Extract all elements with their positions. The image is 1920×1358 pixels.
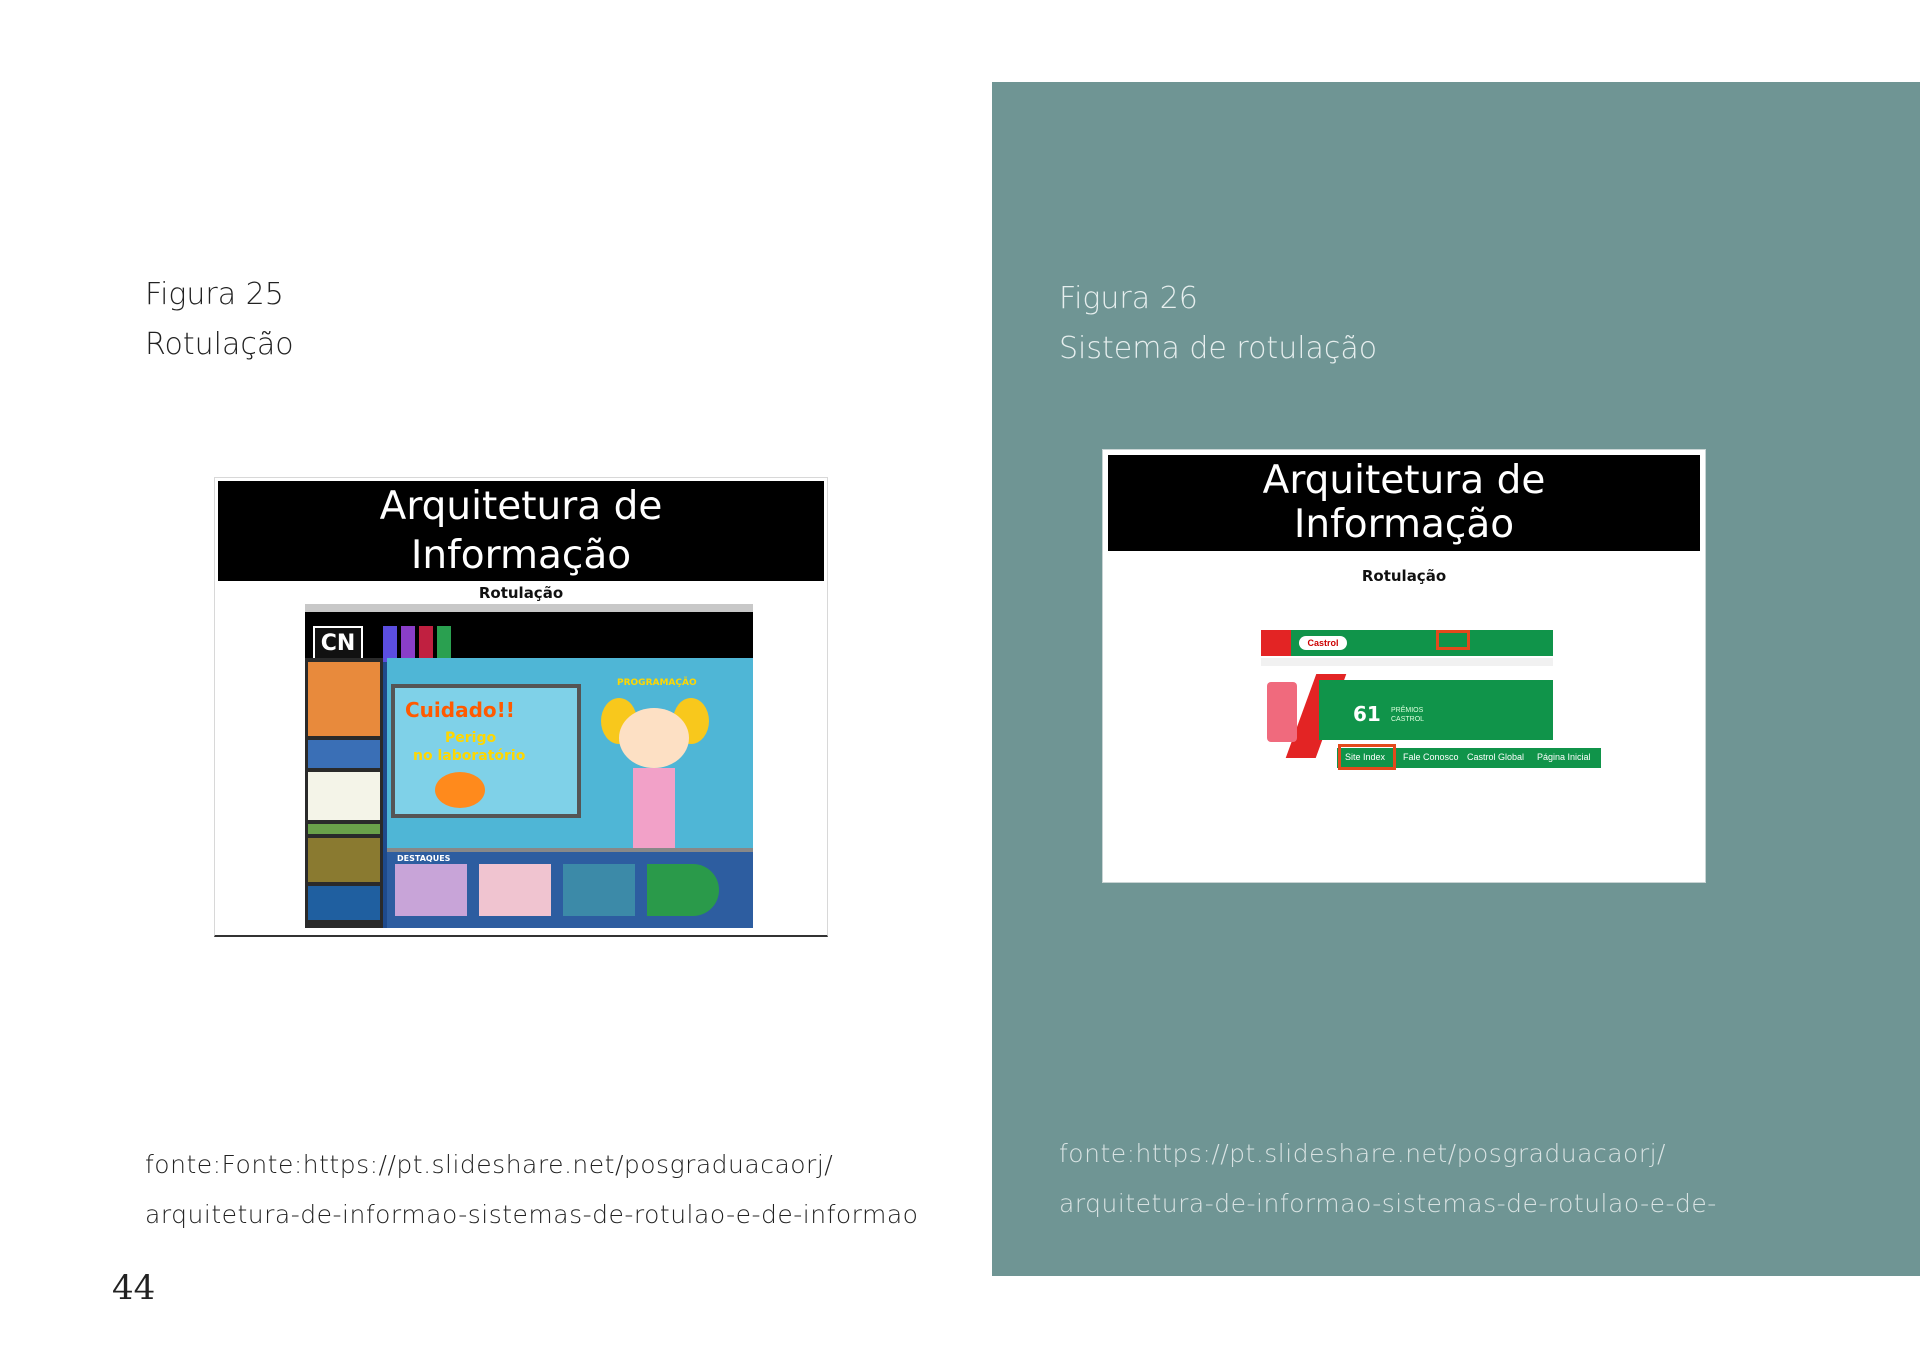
- highlight-box: [1338, 744, 1396, 770]
- highlight-box: [1436, 630, 1470, 650]
- screenshot-sidebar: [305, 658, 383, 928]
- figure-25-slide: [214, 477, 828, 937]
- header-block-icon: [383, 626, 397, 662]
- destaque-thumbnail: [395, 864, 467, 916]
- castrol-nav-strip: [1261, 658, 1553, 666]
- header-block-icon: [437, 626, 451, 662]
- screenshot-main-area: [387, 658, 753, 928]
- character-head: [619, 708, 689, 768]
- castrol-red-accent: [1261, 630, 1291, 656]
- menu-item-pagina-inicial: Página Inicial: [1537, 752, 1591, 762]
- screenshot-header-bar: [305, 612, 753, 658]
- feature-headline: Cuidado!!: [405, 698, 515, 722]
- castrol-screenshot: [1261, 630, 1601, 770]
- character-body: [633, 768, 675, 848]
- source-line-2: arquitetura-de-informao-sistemas-de-rotulao-e-de-: [1059, 1189, 1717, 1218]
- slide-subtitle: Rotulação: [1361, 567, 1447, 585]
- figure-25-number: Figura 25: [145, 277, 284, 312]
- castrol-logo: Castrol: [1299, 636, 1347, 650]
- source-line-1: fonte:Fonte:https://pt.slideshare.net/posgraduacaorj/: [145, 1150, 834, 1179]
- menu-item-castrol-global: Castrol Global: [1467, 752, 1525, 762]
- slide-title-line2: Informação: [410, 533, 632, 578]
- menu-item-fale-conosco: Fale Conosco: [1403, 752, 1459, 762]
- slide-subtitle: Rotulação: [478, 584, 564, 602]
- feature-subline: no laboratório: [413, 748, 526, 764]
- header-block-icon: [401, 626, 415, 662]
- screenshot-top-bar: [305, 604, 753, 612]
- figure-26-number: Figura 26: [1059, 281, 1198, 316]
- programacao-label: PROGRAMAÇÃO: [617, 678, 697, 688]
- sidebar-thumbnail: [308, 740, 380, 768]
- slide-header: [218, 481, 824, 581]
- destaques-label: DESTAQUES: [397, 854, 451, 863]
- destaques-bar: [387, 848, 753, 928]
- figure-25-caption: Rotulação: [145, 327, 294, 362]
- sidebar-thumbnail: [308, 838, 380, 882]
- page-number: 44: [112, 1268, 156, 1308]
- figure-26-slide: [1102, 449, 1706, 883]
- destaque-thumbnail: [647, 864, 719, 916]
- slide-header: [1108, 455, 1700, 551]
- sidebar-thumbnail: [308, 772, 380, 820]
- source-line-2: arquitetura-de-informao-sistemas-de-rotulao-e-de-informao: [145, 1200, 919, 1229]
- header-block-icon: [419, 626, 433, 662]
- premios-line-1: PRÊMIOS: [1391, 707, 1424, 714]
- premios-label: [1391, 706, 1424, 724]
- premios-line-2: CASTROL: [1391, 716, 1425, 723]
- menu-item-site-index: Site Index: [1345, 752, 1386, 762]
- source-line-1: fonte:https://pt.slideshare.net/posgraduacaorj/: [1059, 1139, 1666, 1168]
- cn-logo-icon: CN: [313, 626, 363, 660]
- slide-title-line1: Arquitetura de: [1262, 458, 1546, 503]
- sidebar-thumbnail: [308, 886, 380, 920]
- oil-bottle-icon: [1267, 682, 1297, 742]
- slide-title-line2: Informação: [1293, 502, 1515, 547]
- feature-subline: Perigo: [445, 730, 497, 746]
- destaque-thumbnail: [479, 864, 551, 916]
- premios-count: 61: [1353, 702, 1381, 726]
- slide-title-line1: Arquitetura de: [379, 484, 663, 529]
- feature-box: [391, 684, 581, 818]
- sidebar-thumbnail: [308, 662, 380, 736]
- sidebar-thumbnail: [308, 824, 380, 834]
- figure-26-caption: Sistema de rotulação: [1059, 331, 1378, 366]
- destaque-thumbnail: [563, 864, 635, 916]
- figure-26-source: [1059, 1129, 1717, 1229]
- figure-25-source: [145, 1140, 918, 1240]
- cartoon-network-screenshot: [305, 604, 753, 928]
- explosion-icon: [435, 772, 485, 808]
